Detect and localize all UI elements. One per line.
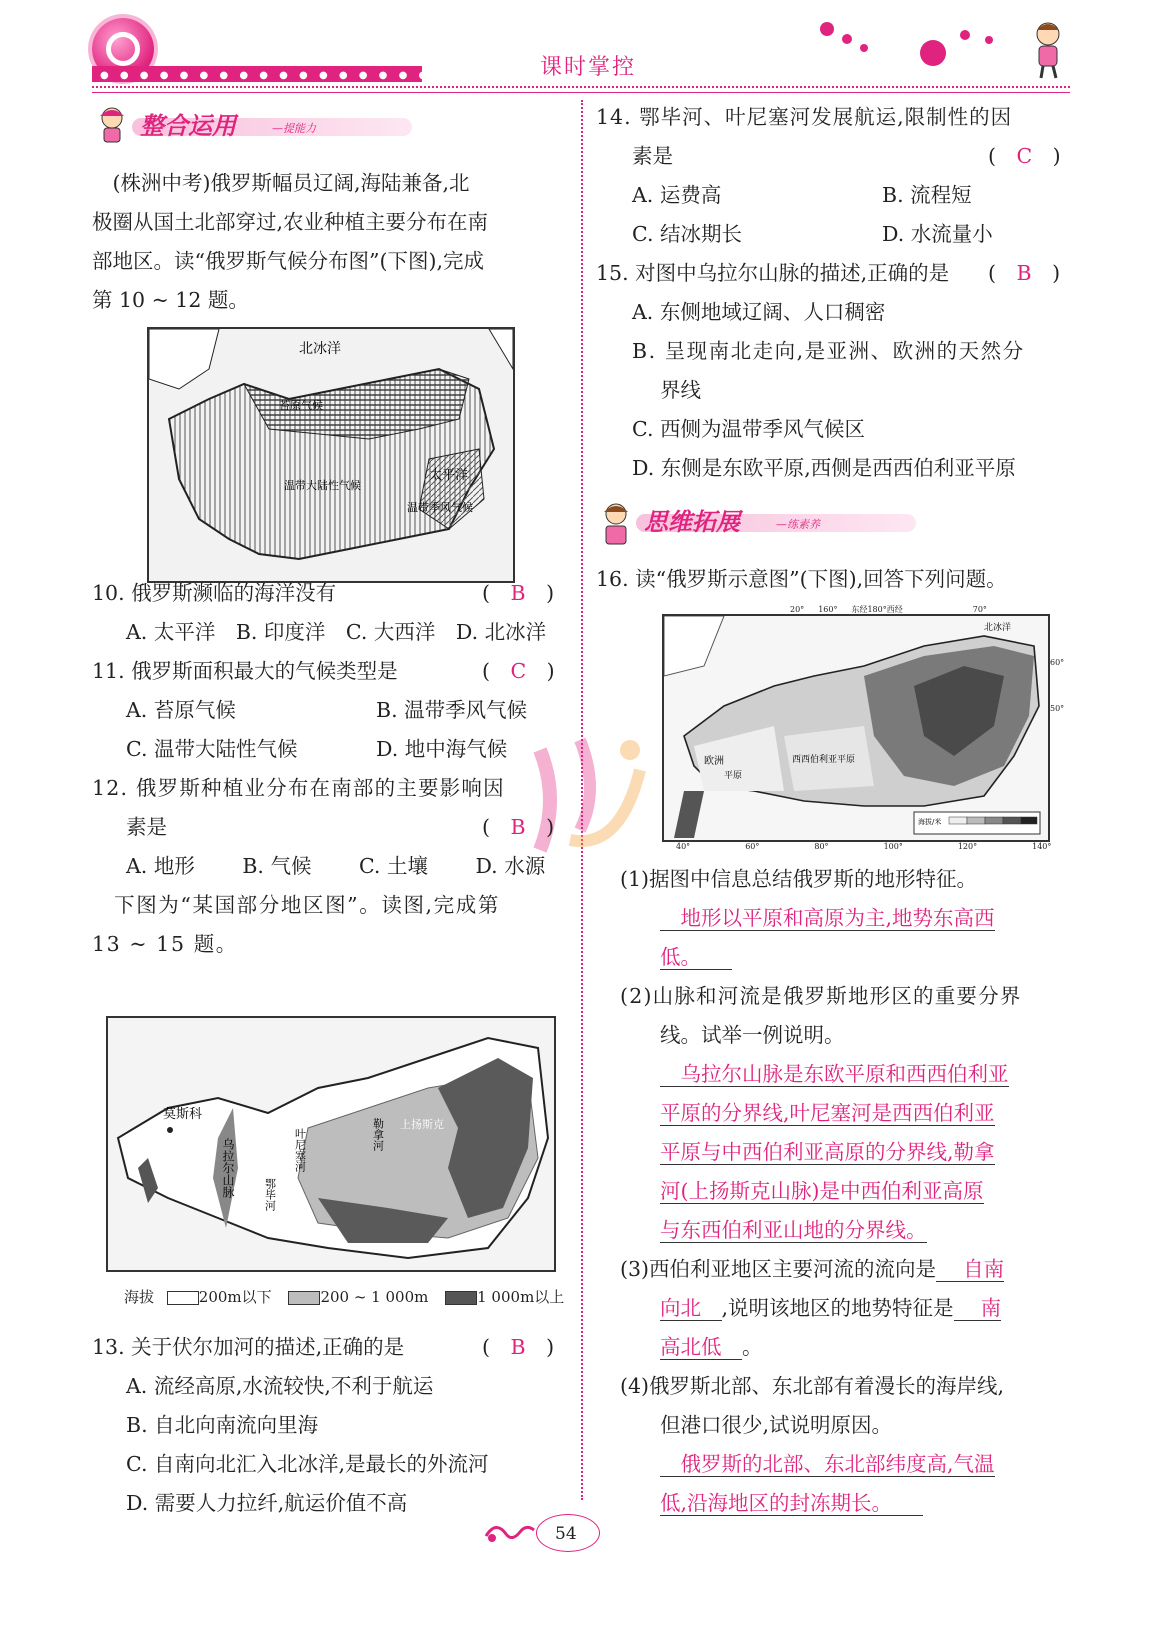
- svg-text:上扬斯克: 上扬斯克: [400, 1118, 444, 1131]
- map1-label: 北冰洋: [299, 341, 341, 357]
- cartoon-girl-icon: [92, 104, 132, 146]
- cartoon-boy-icon: [1030, 20, 1066, 80]
- svg-text:平原: 平原: [724, 771, 743, 781]
- q10-answer-bracket: ( B ): [482, 581, 555, 605]
- page-header: ● ● ● ● ● ● ● ● ● ● ● ● ● ● ● ● ● ● ● 课时掌控: [0, 0, 1160, 100]
- svg-text:莫斯科: 莫斯科: [163, 1107, 203, 1122]
- q16-sub3: (3)西伯利亚地区主要河流的流向是 自南: [620, 1257, 1005, 1281]
- q11-answer-bracket: ( C ): [482, 659, 555, 683]
- map3-bottom-ticks: 40° 60° 80° 100° 120° 140°: [676, 842, 1052, 851]
- page-number: 54: [555, 1524, 577, 1544]
- swirl-ornament-icon: [482, 1516, 538, 1546]
- svg-text:欧洲: 欧洲: [704, 756, 724, 767]
- country-elevation-map: [106, 1016, 556, 1272]
- section-banner-extend: 思维拓展 —练素养: [596, 500, 936, 542]
- question-15: 15. 对图中乌拉尔山脉的描述,正确的是: [596, 261, 950, 285]
- q16-sub2: (2)山脉和河流是俄罗斯地形区的重要分界: [620, 984, 1022, 1008]
- russia-schematic-map: [662, 614, 1050, 842]
- map1-label: 温带季风气候: [407, 501, 473, 514]
- cartoon-girl-reading-icon: [596, 500, 636, 542]
- svg-text:鄂毕河: 鄂毕河: [263, 1178, 277, 1211]
- section-banner-integrate: 整合运用 —提能力: [92, 104, 432, 146]
- russia-climate-map: [147, 327, 515, 583]
- map1-label: 苔原气候: [279, 399, 323, 412]
- question-11: 11. 俄罗斯面积最大的气候类型是: [92, 659, 398, 683]
- map3-top-ticks: 20° 160° 东经180°西经 70°: [790, 605, 987, 614]
- svg-text:西西伯利亚平原: 西西伯利亚平原: [792, 755, 856, 765]
- q16-sub1-answer: 地形以平原和高原为主,地势东高西: [660, 899, 995, 938]
- svg-text:勒拿河: 勒拿河: [371, 1118, 385, 1151]
- dot-icon: [820, 22, 834, 36]
- map1-label: 温带大陆性气候: [284, 479, 361, 492]
- q16-sub2-answer: 乌拉尔山脉是东欧平原和西西伯利亚 平原的分界线,叶尼塞河是西西伯利亚 平原与中西伯利亚高原的分界线,勒拿 河(上扬斯克山脉)是中西伯利亚高原 与东西伯利亚山地的分界线。: [660, 1062, 1009, 1242]
- map1-label: 太平洋: [429, 468, 469, 483]
- svg-text:海拔/米: 海拔/米: [918, 818, 942, 826]
- question-13: 13. 关于伏尔加河的描述,正确的是: [92, 1335, 405, 1359]
- q13-answer-bracket: ( B ): [482, 1335, 555, 1359]
- question-10: 10. 俄罗斯濒临的海洋没有: [92, 581, 337, 605]
- q15-answer-bracket: ( B ): [988, 261, 1061, 285]
- question-12: 12. 俄罗斯种植业分布在南部的主要影响因: [92, 776, 505, 800]
- intro-paragraph-2: 下图为“某国部分地区图”。读图,完成第 13 ~ 15 题。: [92, 893, 500, 956]
- map3-side-ticks: 60° 50°: [1050, 658, 1065, 713]
- question-14: 14. 鄂毕河、叶尼塞河发展航运,限制性的因: [596, 105, 1013, 129]
- svg-text:乌拉尔山脉: 乌拉尔山脉: [221, 1138, 235, 1198]
- svg-text:叶尼塞河: 叶尼塞河: [293, 1128, 307, 1172]
- intro-paragraph-1: (株洲中考)俄罗斯幅员辽阔,海陆兼备,北 极圈从国土北部穿过,农业种植主要分布在南 部地区。读“俄罗斯气候分布图”(下图),完成 第 10 ~ 12 题。: [92, 171, 489, 312]
- question-16: 16. 读“俄罗斯示意图”(下图),回答下列问题。: [596, 567, 1007, 591]
- svg-text:北冰洋: 北冰洋: [984, 623, 1012, 633]
- q16-sub1: (1)据图中信息总结俄罗斯的地形特征。: [620, 867, 978, 891]
- q14-answer-bracket: ( C ): [988, 144, 1061, 168]
- q12-answer-bracket: ( B ): [482, 815, 555, 839]
- header-title: 课时掌控: [540, 55, 637, 80]
- map2-legend: 海拔 200m以下 200 ~ 1 000m 1 000m以上: [124, 1288, 565, 1306]
- q16-sub4: (4)俄罗斯北部、东北部有着漫长的海岸线,: [620, 1374, 1005, 1398]
- q10-options: A. 太平洋 B. 印度洋 C. 大西洋 D. 北冰洋: [126, 620, 547, 644]
- q16-sub4-answer: 俄罗斯的北部、东北部纬度高,气温: [660, 1445, 995, 1484]
- q13-options: A. 流经高原,水流较快,不利于航运 B. 自北向南流向里海 C. 自南向北汇入北冰洋,是最长的外流河 D. 需要人力拉纤,航运价值不高: [126, 1374, 489, 1515]
